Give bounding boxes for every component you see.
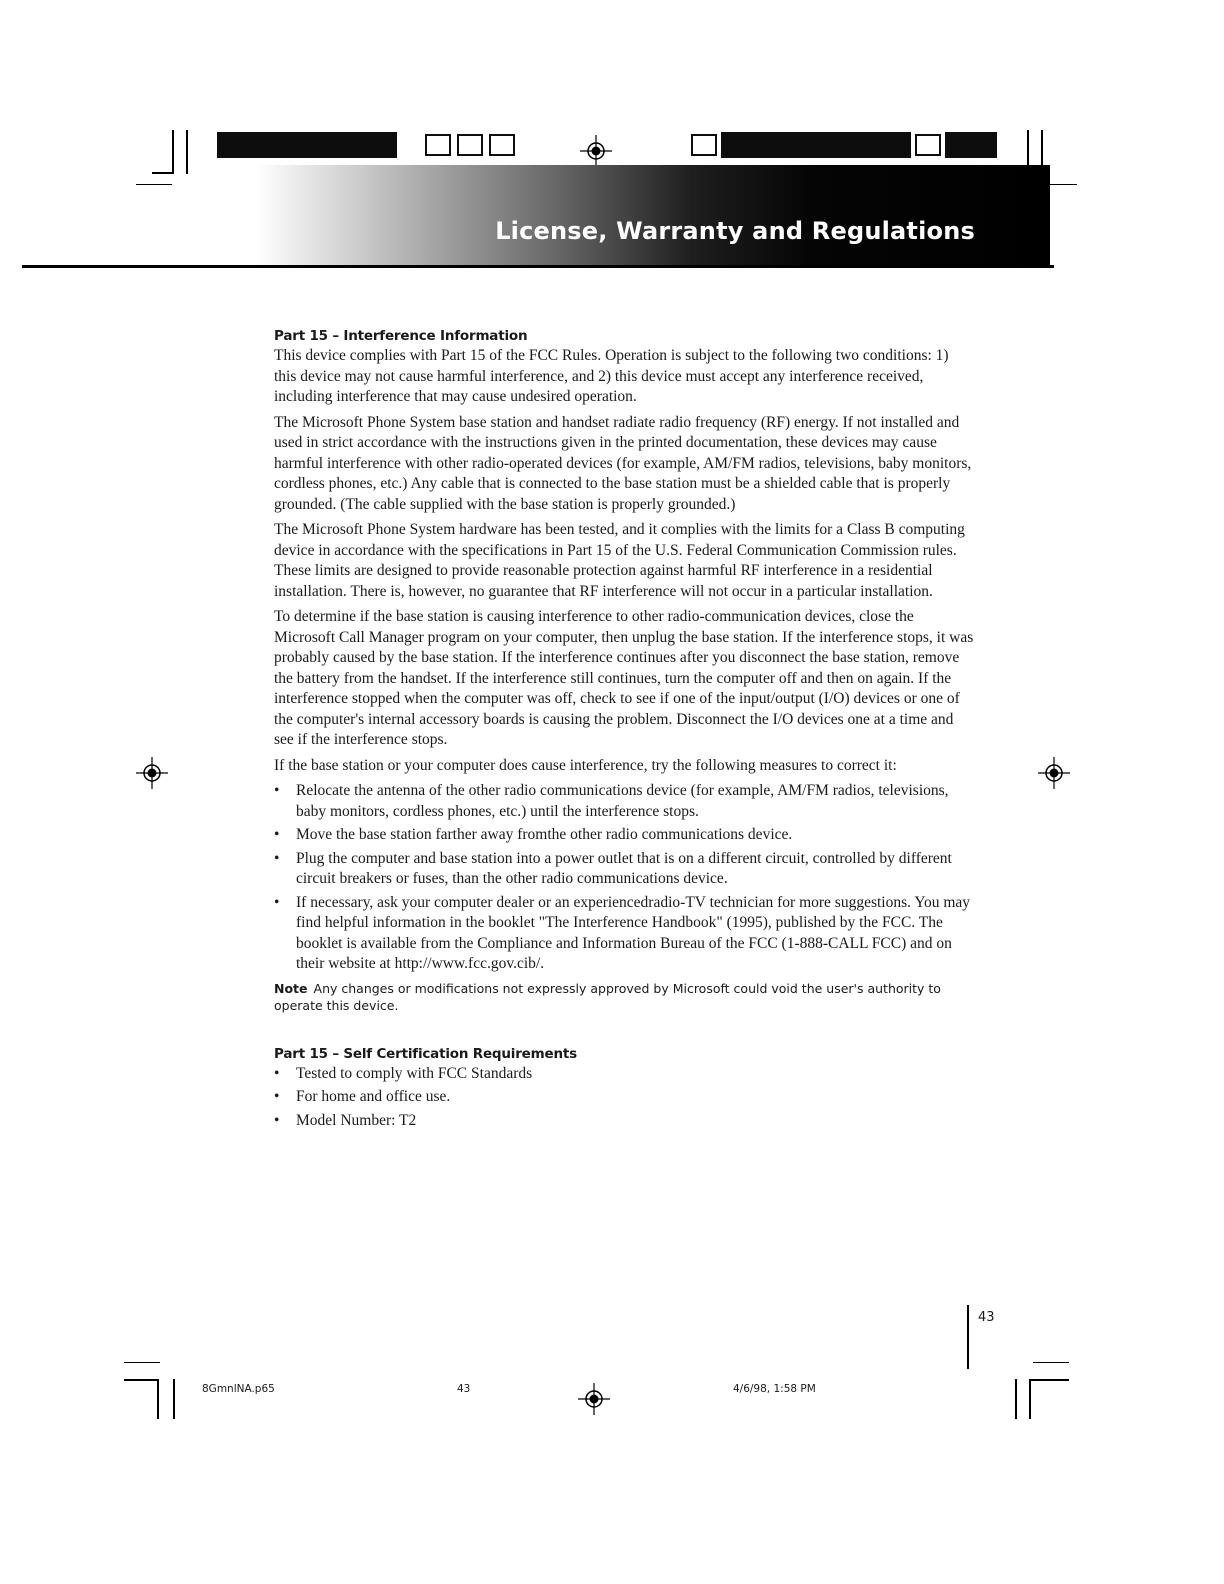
chapter-banner — [255, 165, 1050, 265]
footer-page: 43 — [457, 1383, 471, 1395]
note — [274, 980, 974, 1014]
note-text: Any changes or modifications not expressly approved by Microsoft could void the user's authority to operate this device. — [274, 980, 941, 1013]
registration-mark-icon — [580, 135, 612, 167]
strip-block — [945, 132, 997, 158]
registration-mark-icon — [1038, 757, 1070, 789]
crop-mark — [157, 1379, 159, 1419]
list-item: • Model Number: T2 — [274, 1111, 417, 1129]
footer-filename: 8GmnlNA.p65 — [202, 1383, 275, 1395]
list-item: • Move the base station farther away fromthe other radio communications device. — [274, 826, 793, 843]
page-content — [274, 328, 974, 1136]
registration-mark-icon — [578, 1383, 610, 1415]
strip-box — [915, 134, 941, 156]
crop-mark — [1033, 1362, 1069, 1363]
paragraph: If the base station or your computer does cause interference, try the following measures to correct it: — [274, 756, 897, 774]
paragraph: The Microsoft Phone System base station and handset radiate radio frequency (RF) energy. If not installed and used in strict accordance with the instructions given in the printed documentation, these devices may cause harmful interference with other radio-operated devices (for example, AM/FM radios, televisions, baby monitors, cordless phones, etc.) Any cable that is connected to the base station must be a shielded cable that is properly grounded. (The cable supplied with the base station is properly grounded.) — [274, 413, 972, 513]
section-heading: Part 15 – Interference Information — [274, 328, 528, 344]
crop-mark — [1041, 130, 1043, 186]
crop-mark — [1027, 130, 1029, 174]
paragraph: To determine if the base station is causing interference to other radio-communication devices, close the Microsoft Call Manager program on your computer, then unplug the base station. If the interference stops, it was probably caused by the base station. If the interference continues after you disconnect the base station, remove the battery from the handset. If the interference still continues, turn the computer off and then on again. If the interference stopped when the computer was off, check to see if one of the input/output (I/O) devices or one of the computer's internal accessory boards is causing the problem. Disconnect the I/O devices one at a time and see if the interference stops. — [274, 608, 974, 748]
page-number: 43 — [978, 1310, 995, 1325]
certification-list — [274, 1064, 974, 1132]
strip-box — [425, 134, 451, 156]
list-item: • Plug the computer and base station into a power outlet that is on a different circuit, controlled by different circuit breakers or fuses, than the other radio communications device. — [274, 849, 952, 887]
strip-block — [217, 132, 397, 158]
list-item: • Relocate the antenna of the other radio communications device (for example, AM/FM radios, televisions, baby monitors, cordless phones, etc.) until the interference stops. — [274, 782, 949, 820]
footer-date: 4/6/98, 1:58 PM — [733, 1383, 816, 1395]
crop-mark — [152, 172, 174, 174]
crop-mark — [124, 1362, 160, 1363]
measures-list — [274, 781, 974, 975]
crop-mark — [1015, 1379, 1017, 1419]
crop-mark — [1041, 184, 1077, 185]
crop-mark — [124, 1379, 158, 1381]
strip-box — [457, 134, 483, 156]
strip-box — [489, 134, 515, 156]
list-item: • Tested to comply with FCC Standards — [274, 1064, 533, 1082]
header-rule — [22, 265, 1054, 268]
strip-block — [721, 132, 911, 158]
list-item: • If necessary, ask your computer dealer or an experiencedradio-TV technician for more suggestions. You may find helpful information in the booklet "The Interference Handbook" (1995), published by the FCC. The booklet is available from the Compliance and Information Bureau of the FCC (1-888-CALL FCC) and on their website at http://www.fcc.gov.cib/. — [274, 893, 971, 972]
chapter-title: License, Warranty and Regulations — [495, 217, 975, 245]
page-number-rule — [967, 1305, 969, 1369]
strip-box — [691, 134, 717, 156]
crop-mark — [173, 1379, 175, 1419]
note-label: Note — [274, 980, 308, 996]
list-item: • For home and office use. — [274, 1088, 451, 1105]
crop-mark — [136, 184, 172, 185]
paragraph: The Microsoft Phone System hardware has been tested, and it complies with the limits for a Class B computing device in accordance with the specifications in Part 15 of the U.S. Federal Communication Commission rules. These limits are designed to provide reasonable protection against harmful RF interference in a residential installation. There is, however, no guarantee that RF interference will not occur in a particular installation. — [274, 521, 965, 600]
crop-mark — [186, 130, 188, 174]
crop-mark — [1029, 1379, 1069, 1381]
section-heading: Part 15 – Self Certification Requirements — [274, 1045, 577, 1062]
crop-mark — [172, 130, 174, 174]
registration-mark-icon — [136, 757, 168, 789]
paragraph: This device complies with Part 15 of the FCC Rules. Operation is subject to the following two conditions: 1) this device may not cause harmful interference, and 2) this device must accept any interference received, including interference that may cause undesired operation. — [274, 347, 949, 405]
crop-mark — [1029, 1379, 1031, 1419]
